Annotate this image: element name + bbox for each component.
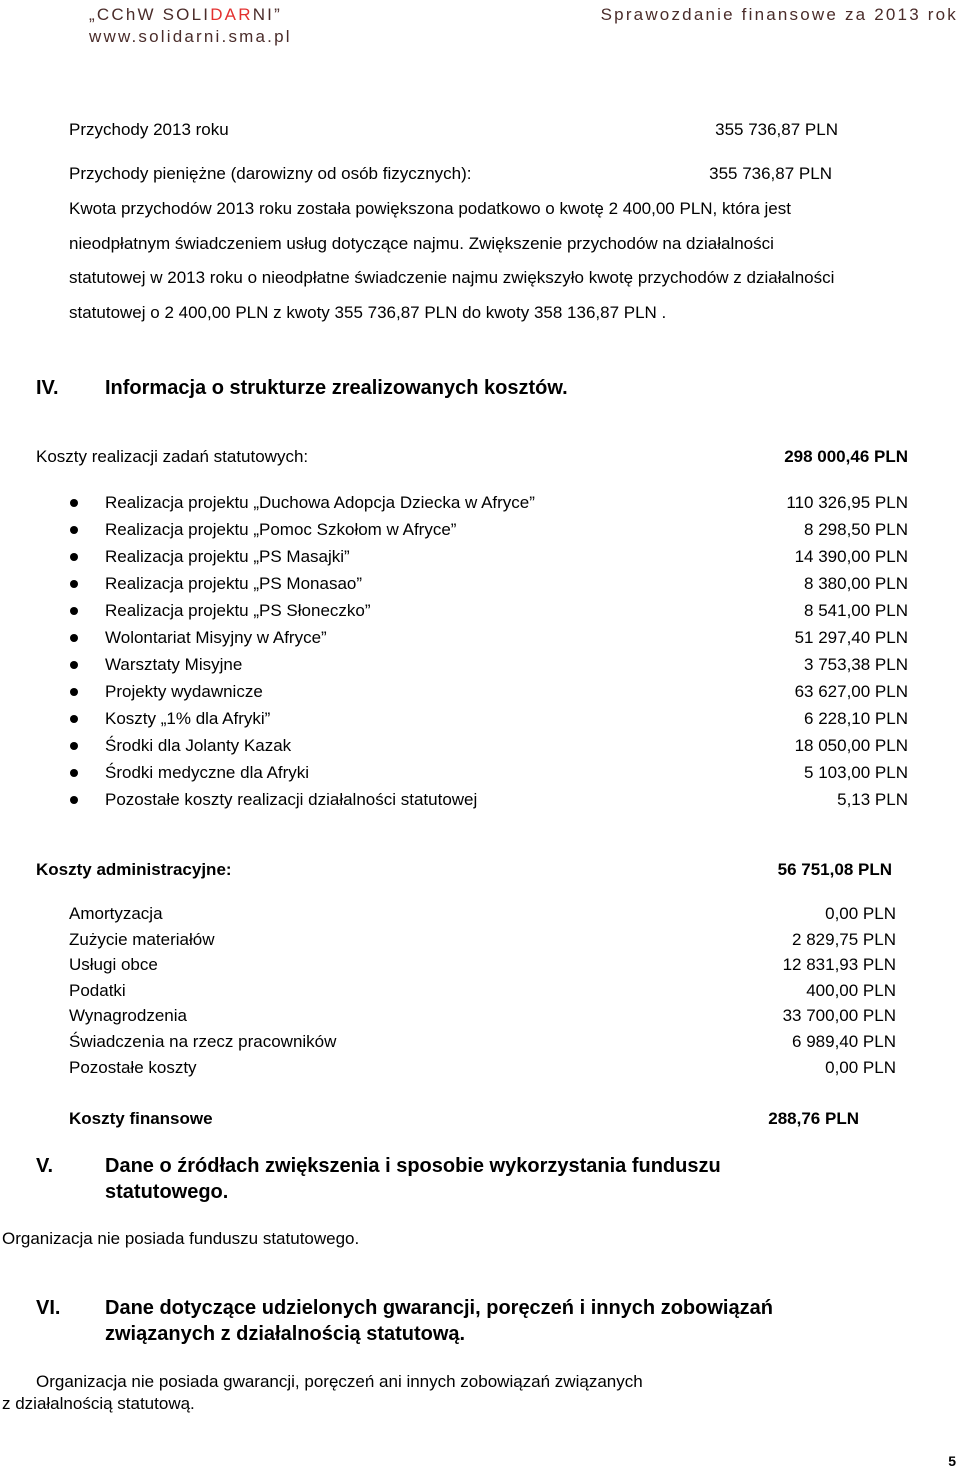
org-name-part: „CChW SOLI — [89, 5, 211, 24]
statutory-cost-value: 63 627,00 PLN — [794, 682, 908, 701]
bullet-icon — [70, 526, 78, 534]
revenue-total-value: 355 736,87 PLN — [715, 120, 838, 139]
admin-cost-value: 12 831,93 PLN — [782, 955, 896, 975]
admin-costs-label: Koszty administracyjne: — [36, 860, 232, 879]
section-title-line: Dane dotyczące udzielonych gwarancji, poręczeń i innych zobowiązań — [105, 1297, 773, 1319]
statutory-cost-label: Wolontariat Misyjny w Afryce” — [105, 628, 327, 647]
bullet-icon — [70, 553, 78, 561]
bullet-icon — [70, 607, 78, 615]
paragraph-line: nieodpłatnym świadczeniem usług dotyczące najmu. Zwiększenie przychodów na działalności — [69, 233, 774, 253]
admin-cost-label: Wynagrodzenia — [69, 1006, 187, 1026]
statutory-cost-value: 6 228,10 PLN — [804, 709, 908, 728]
statutory-cost-value: 5,13 PLN — [837, 790, 908, 809]
org-url-text: www.solidarni.sma.pl — [89, 27, 292, 46]
paragraph-line: statutowej o 2 400,00 PLN z kwoty 355 736,87 PLN do kwoty 358 136,87 PLN . — [69, 302, 667, 322]
revenue-total-label: Przychody 2013 roku — [69, 120, 229, 139]
statutory-cost-label: Środki dla Jolanty Kazak — [105, 736, 292, 755]
section-title — [105, 1153, 721, 1205]
finance-costs-value: 288,76 PLN — [768, 1109, 859, 1128]
statutory-cost-value: 8 541,00 PLN — [804, 601, 908, 620]
admin-cost-value: 33 700,00 PLN — [782, 1006, 896, 1026]
finance-costs-label: Koszty finansowe — [69, 1109, 213, 1128]
admin-cost-label: Pozostałe koszty — [69, 1057, 197, 1077]
paragraph-line: Kwota przychodów 2013 roku została powiększona podatkowo o kwotę 2 400,00 PLN, która jest — [69, 199, 791, 218]
bullet-icon — [70, 580, 78, 588]
statutory-cost-value: 5 103,00 PLN — [804, 763, 908, 782]
bullet-icon — [70, 634, 78, 642]
admin-cost-label: Podatki — [69, 980, 126, 1000]
bullet-icon — [70, 715, 78, 723]
admin-cost-label: Amortyzacja — [69, 904, 163, 923]
section-text: Organizacja nie posiada gwarancji, poręczeń ani innych zobowiązań związanych — [36, 1372, 643, 1391]
statutory-cost-label: Projekty wydawnicze — [105, 682, 263, 701]
statutory-cost-value: 14 390,00 PLN — [794, 547, 908, 566]
statutory-cost-label: Realizacja projektu „PS Masajki” — [105, 547, 350, 566]
admin-cost-label: Świadczenia na rzecz pracowników — [69, 1032, 337, 1051]
section-title-line: Dane o źródłach zwiększenia i sposobie wykorzystania funduszu — [105, 1155, 721, 1177]
bullet-icon — [70, 499, 78, 507]
revenue-paragraph — [69, 192, 939, 330]
org-name-part: NI” — [252, 5, 282, 24]
admin-costs-total: 56 751,08 PLN — [777, 860, 892, 879]
section-title-line: statutowego. — [105, 1181, 229, 1203]
statutory-cost-value: 18 050,00 PLN — [794, 736, 908, 755]
section-number: VI. — [36, 1297, 61, 1319]
revenue-cash-label: Przychody pieniężne (darowizny od osób fizycznych): — [69, 164, 472, 183]
org-name — [89, 5, 282, 25]
statutory-cost-label: Realizacja projektu „Pomoc Szkołom w Afryce” — [105, 520, 457, 539]
statutory-cost-label: Pozostałe koszty realizacji działalności statutowej — [105, 790, 478, 809]
page-number: 5 — [948, 1453, 956, 1469]
section-number: V. — [36, 1155, 54, 1177]
section-title-line: związanych z działalnością statutową. — [105, 1323, 466, 1345]
admin-cost-label: Zużycie materiałów — [69, 929, 215, 949]
org-url — [89, 27, 292, 47]
statutory-costs-total: 298 000,46 PLN — [784, 447, 908, 466]
report-title: Sprawozdanie finansowe za 2013 rok — [600, 5, 958, 24]
bullet-icon — [70, 688, 78, 696]
section-number: IV. — [36, 377, 59, 399]
section-title — [105, 1295, 773, 1347]
statutory-cost-label: Środki medyczne dla Afryki — [105, 763, 310, 782]
admin-cost-label: Usługi obce — [69, 955, 158, 975]
section-text: Organizacja nie posiada funduszu statutowego. — [2, 1229, 360, 1248]
org-name-accent: DAR — [210, 5, 253, 24]
paragraph-line: statutowej w 2013 roku o nieodpłatne świadczenie najmu zwiększyło kwotę przychodów z działalności — [69, 268, 835, 287]
statutory-cost-label: Realizacja projektu „PS Słoneczko” — [105, 601, 371, 620]
bullet-icon — [70, 661, 78, 669]
admin-cost-value: 400,00 PLN — [806, 980, 896, 1000]
statutory-cost-value: 8 298,50 PLN — [804, 520, 908, 539]
revenue-cash-value: 355 736,87 PLN — [709, 164, 832, 183]
statutory-cost-label: Realizacja projektu „PS Monasao” — [105, 574, 363, 593]
statutory-cost-value: 3 753,38 PLN — [804, 655, 908, 674]
statutory-cost-label: Realizacja projektu „Duchowa Adopcja Dziecka w Afryce” — [105, 493, 535, 512]
statutory-costs-label: Koszty realizacji zadań statutowych: — [36, 447, 309, 466]
section-text: z działalnością statutową. — [2, 1394, 195, 1413]
statutory-cost-value: 8 380,00 PLN — [804, 574, 908, 593]
bullet-icon — [70, 769, 78, 777]
statutory-cost-label: Warsztaty Misyjne — [105, 655, 243, 674]
section-title: Informacja o strukturze zrealizowanych kosztów. — [105, 377, 568, 399]
statutory-cost-value: 110 326,95 PLN — [786, 493, 908, 512]
admin-cost-value: 2 829,75 PLN — [792, 929, 896, 949]
bullet-icon — [70, 742, 78, 750]
admin-cost-value: 0,00 PLN — [825, 904, 896, 923]
statutory-cost-label: Koszty „1% dla Afryki” — [105, 709, 271, 728]
admin-cost-value: 0,00 PLN — [825, 1057, 896, 1077]
bullet-icon — [70, 796, 78, 804]
admin-cost-value: 6 989,40 PLN — [792, 1032, 896, 1051]
statutory-cost-value: 51 297,40 PLN — [794, 628, 908, 647]
